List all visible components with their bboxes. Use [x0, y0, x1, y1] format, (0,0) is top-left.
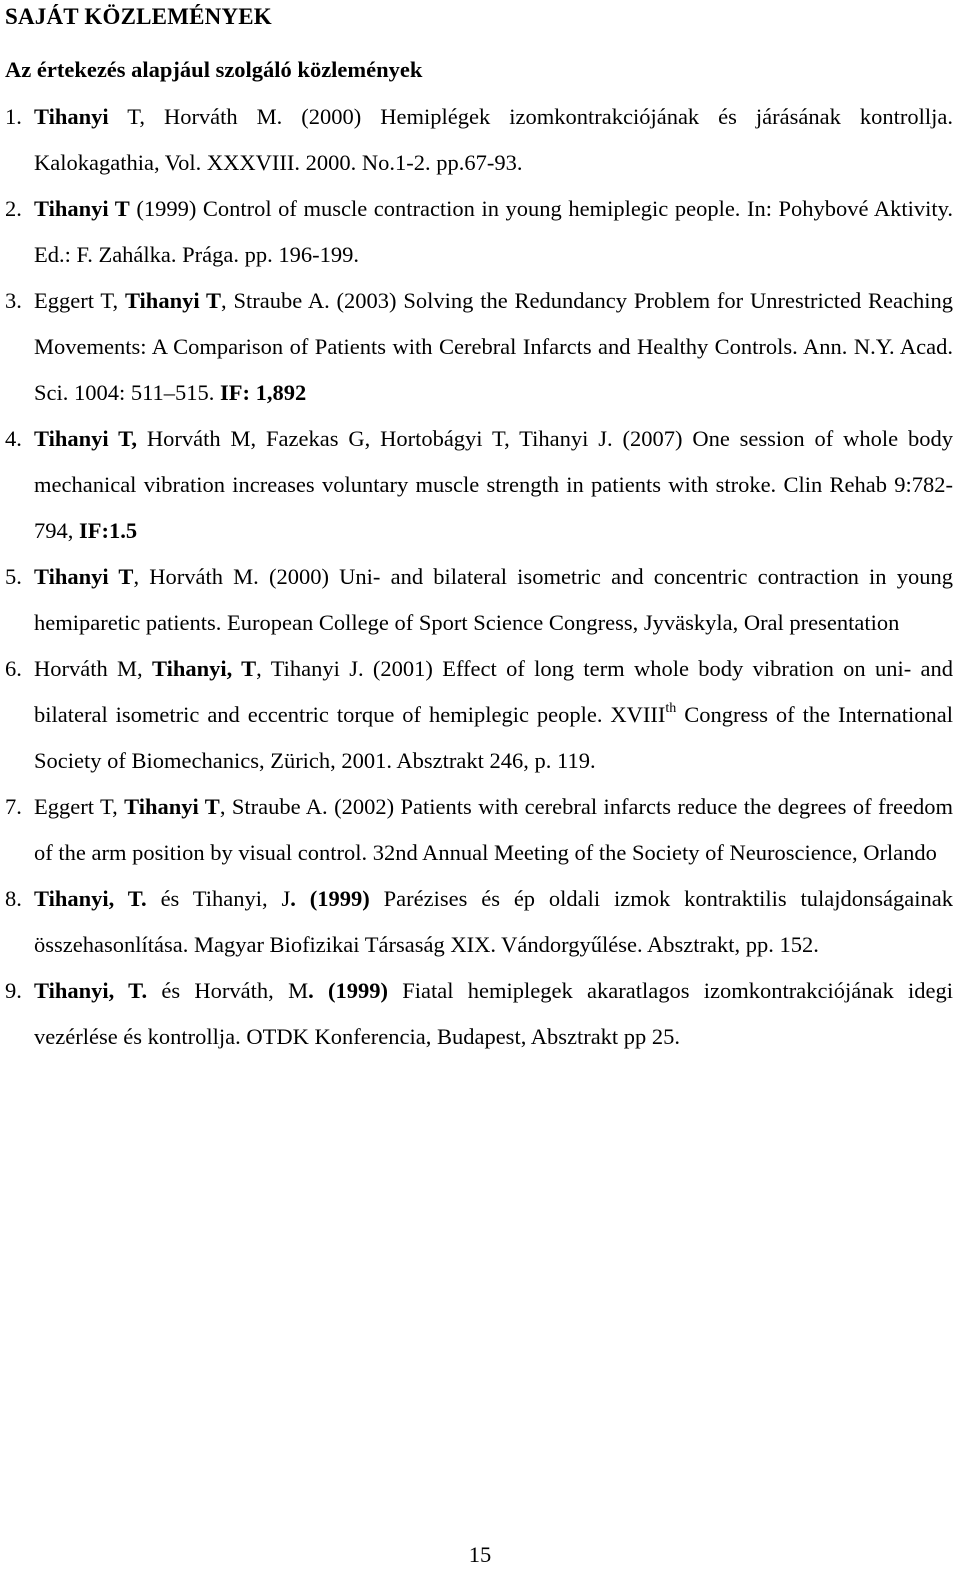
reference-segment: Congress of the International Society of Biomechanics, Zürich, 2001. Absztrakt 246, p. 119.	[34, 702, 953, 773]
reference-text	[34, 646, 953, 784]
reference-segment: Eggert T,	[34, 288, 125, 313]
reference-number: 1.	[5, 104, 22, 129]
reference-segment: , Horváth M. (2000) Hemiplégek izomkontrakciójának és járásának kontrollja. Kalokagathia, Vol. XXXVIII. 2000. No.1-2. pp.67-93.	[34, 104, 953, 175]
reference-bold-segment: Tihanyi T	[124, 794, 220, 819]
reference-segment: Eggert T,	[34, 794, 125, 819]
reference-segment: Horváth M,	[34, 656, 152, 681]
reference-bold-segment: Tihanyi T	[34, 564, 134, 589]
reference-number: 9.	[5, 978, 22, 1003]
reference-number: 2.	[5, 196, 22, 221]
reference-text	[34, 278, 953, 416]
reference-segment: , Horváth M. (2000) Uni- and bilateral isometric and concentric contraction in young hemiparetic patients. European College of Sport Science Congress, Jyväskyla, Oral presentation	[34, 564, 954, 635]
section-heading: SAJÁT KÖZLEMÉNYEK	[5, 4, 272, 29]
reference-item	[5, 94, 953, 186]
reference-item	[5, 554, 953, 646]
reference-segment: Fiatal hemiplegek akaratlagos izomkontrakciójának idegi vezérlése és kontrollja. OTDK Konferencia, Budapest, Absztrakt pp 25.	[34, 978, 953, 1049]
reference-bold-segment: . (1999)	[290, 886, 370, 911]
reference-number: 8.	[5, 886, 22, 911]
reference-bold-segment: Tihanyi T	[34, 196, 130, 221]
reference-segment: Horváth M, Fazekas G, Hortobágyi T, Tihanyi J. (2007) One session of whole body mechanical vibration increases voluntary muscle strength in patients with stroke. Clin Rehab 9:782-794,	[34, 426, 953, 543]
reference-segment: Parézises és ép oldali izmok kontraktilis tulajdonságainak összehasonlítása. Magyar Biofizikai Társaság XIX. Vándorgyűlése. Absztrakt, pp. 152.	[34, 886, 953, 957]
reference-bold-segment: Tihanyi, T.	[34, 886, 147, 911]
reference-text	[34, 784, 953, 876]
reference-segment: , Straube A. (2002) Patients with cerebral infarcts reduce the degrees of freedom of the arm position by visual control. 32nd Annual Meeting of the Society of Neuroscience, Orlando	[34, 794, 953, 865]
reference-number: 5.	[5, 564, 22, 589]
reference-text	[34, 968, 953, 1060]
reference-bold-segment: IF: 1,892	[220, 380, 307, 405]
reference-bold-segment: Tihanyi, T	[152, 656, 257, 681]
reference-text	[34, 186, 953, 278]
reference-bold-segment: Tihanyi, T.	[34, 978, 148, 1003]
reference-segment: , Straube A. (2003) Solving the Redundancy Problem for Unrestricted Reaching Movements: A Comparison of Patients with Cerebral Infarcts and Healthy Controls. Ann. N.Y. Acad. Sci. 1004: 511–515.	[34, 288, 953, 405]
reference-list	[5, 94, 953, 1060]
reference-item	[5, 784, 953, 876]
reference-text	[34, 94, 953, 186]
reference-bold-segment: Tihanyi T,	[34, 426, 138, 451]
reference-number: 7.	[5, 794, 22, 819]
subsection-heading: Az értekezés alapjául szolgáló közlemények	[5, 57, 423, 82]
reference-number: 6.	[5, 656, 22, 681]
reference-bold-segment: IF:1.5	[79, 518, 138, 543]
reference-segment: th	[665, 700, 677, 716]
reference-segment: és Tihanyi, J	[146, 886, 291, 911]
reference-number: 4.	[5, 426, 22, 451]
reference-item	[5, 278, 953, 416]
reference-text	[34, 876, 953, 968]
reference-bold-segment: Tihanyi	[34, 104, 109, 129]
reference-segment: T	[108, 104, 140, 129]
reference-text	[34, 554, 953, 646]
reference-item	[5, 646, 953, 784]
reference-bold-segment: . (1999)	[308, 978, 388, 1003]
reference-item	[5, 876, 953, 968]
reference-segment: és Horváth, M	[147, 978, 309, 1003]
reference-bold-segment: Tihanyi T	[124, 288, 222, 313]
reference-item	[5, 416, 953, 554]
reference-segment: , Tihanyi J. (2001) Effect of long term whole body vibration on uni- and bilateral isometric and eccentric torque of hemiplegic people. XVIII	[34, 656, 953, 727]
page-number: 15	[468, 1542, 492, 1567]
reference-number: 3.	[5, 288, 22, 313]
reference-segment: (1999) Control of muscle contraction in young hemiplegic people. In: Pohybové Aktivity. Ed.: F. Zahálka. Prága. pp. 196-199.	[34, 196, 953, 267]
reference-text	[34, 416, 953, 554]
reference-item	[5, 968, 953, 1060]
reference-item	[5, 186, 953, 278]
